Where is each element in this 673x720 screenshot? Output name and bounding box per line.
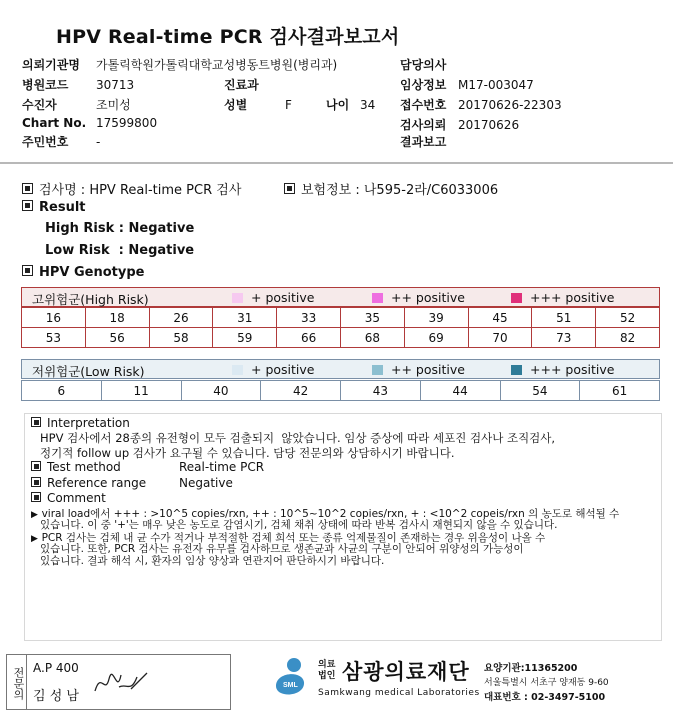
result-low-risk: Low Risk : Negative <box>45 243 195 258</box>
legend-plus3 <box>511 362 614 377</box>
genotype-heading <box>22 265 144 280</box>
comment-2-line-a: PCR 검사는 검체 내 균 수가 적거나 부적절한 검체 희석 또는 종류 억제물질이 존재하는 경우 위음성이 나올 수 <box>41 532 546 544</box>
high-risk-legend-band <box>21 287 660 307</box>
genotype-cell: 45 <box>468 308 532 328</box>
patient-value: 조미성 <box>96 98 131 112</box>
resident-no-row <box>22 133 100 150</box>
genotype-cell: 39 <box>404 308 468 328</box>
report-label: 결과보고 <box>400 135 447 149</box>
comment-label: Comment <box>47 491 106 505</box>
doctor-label: 담당의사 <box>400 58 447 72</box>
comment-1-line-a: viral load에서 +++ : >10^5 copies/rxn, ++ : 10^5~10^2 copies/rxn, + : <10^2 copeis/rxn 의 농도로 해석될 수 <box>41 508 620 520</box>
legend-swatch <box>232 293 243 303</box>
hospital-code-row <box>22 76 134 93</box>
genotype-cell: 43 <box>341 381 421 401</box>
signature-icon <box>91 665 151 701</box>
resident-no-label: 주민번호 <box>22 135 69 149</box>
legend-swatch <box>511 293 522 303</box>
genotype-cell: 42 <box>261 381 341 401</box>
genotype-cell: 51 <box>532 308 596 328</box>
legend-plus3-text: +++ positive <box>530 362 615 377</box>
genotype-cell: 31 <box>213 308 277 328</box>
sml-logo-icon <box>272 656 308 698</box>
hospital-code-label: 병원코드 <box>22 78 69 92</box>
clinical-info-label: 임상정보 <box>400 78 447 92</box>
sex-row <box>224 96 292 113</box>
care-institution-no: 요양기관:11365200 <box>484 663 578 674</box>
reference-range-row <box>31 477 233 490</box>
bullet-square-icon <box>31 477 41 487</box>
comment-heading <box>31 492 106 505</box>
age-row <box>326 96 375 113</box>
signature-box <box>6 654 231 710</box>
genotype-cell: 52 <box>596 308 660 328</box>
comment-2-line-b: 있습니다. 또한, PCR 검사는 유전자 유무를 검사하므로 생존균과 사균의 구분이 안되어 위양성의 가능성이 <box>40 543 524 555</box>
age-value: 34 <box>360 98 376 112</box>
patient-label: 수진자 <box>22 98 57 112</box>
org-phone: 대표번호 : 02-3497-5100 <box>484 692 606 703</box>
genotype-row <box>22 308 660 328</box>
genotype-cell: 54 <box>500 381 580 401</box>
low-risk-label: 저위험군(Low Risk) <box>32 364 145 379</box>
sex-value: F <box>285 98 292 112</box>
interpretation-heading-text: Interpretation <box>47 416 130 430</box>
org-name: 삼광의료재단 <box>342 660 470 684</box>
interpretation-line1: HPV 검사에서 28종의 유전형이 모두 검출되지 않았습니다. 임상 증상에 따라 세포진 검사나 조직검사, <box>40 431 556 445</box>
legend-plus2-text: ++ positive <box>391 290 465 305</box>
requesting-org-value: 가톨릭학원가톨릭대학교성병동트병원(병리과) <box>96 58 338 72</box>
department-label: 진료과 <box>224 78 259 92</box>
comment-1-line-b: 있습니다. 이 중 '+'는 매우 낮은 농도로 감염시기, 검체 채취 상태에 따라 반복 검사시 재현되지 않을 수 있습니다. <box>40 519 558 531</box>
genotype-cell: 82 <box>596 328 660 348</box>
request-date-value: 20170626 <box>458 118 520 132</box>
bullet-square-icon <box>22 200 33 211</box>
genotype-cell: 6 <box>22 381 102 401</box>
genotype-cell: 73 <box>532 328 596 348</box>
legend-plus2 <box>372 290 465 305</box>
age-label: 나이 <box>326 98 350 112</box>
genotype-cell: 56 <box>85 328 149 348</box>
bullet-square-icon <box>31 461 41 471</box>
triangle-bullet-icon: ▶ <box>31 534 38 544</box>
bullet-square-icon <box>22 265 33 276</box>
result-heading <box>22 200 86 215</box>
genotype-cell: 70 <box>468 328 532 348</box>
genotype-cell: 66 <box>277 328 341 348</box>
report-row <box>400 133 446 150</box>
receipt-no-value: 20170626-22303 <box>458 98 562 112</box>
legend-swatch <box>232 365 243 375</box>
org-prefix-2: 법인 <box>318 671 336 681</box>
test-name <box>22 179 241 198</box>
genotype-cell: 59 <box>213 328 277 348</box>
requesting-org-row <box>22 56 337 73</box>
doctor-row <box>400 56 446 73</box>
genotype-cell: 18 <box>85 308 149 328</box>
legend-plus <box>232 362 314 377</box>
license-number: A.P 400 <box>33 661 79 675</box>
low-risk-genotype-table <box>21 380 660 401</box>
genotype-cell: 26 <box>149 308 213 328</box>
genotype-cell: 35 <box>340 308 404 328</box>
hospital-code-value: 30713 <box>96 78 135 92</box>
genotype-row <box>22 381 660 401</box>
high-risk-genotype-table <box>21 307 660 348</box>
chart-no-row <box>22 116 157 130</box>
genotype-cell: 69 <box>404 328 468 348</box>
header-divider <box>0 162 673 164</box>
department-row <box>224 76 259 93</box>
logo-text: SML <box>283 682 298 689</box>
genotype-cell: 53 <box>22 328 86 348</box>
genotype-cell: 16 <box>22 308 86 328</box>
genotype-cell: 11 <box>101 381 181 401</box>
comment-2-line-c: 있습니다. 결과 해석 시, 환자의 임상 양상과 연관지어 판단하시기 바랍니다. <box>40 555 385 567</box>
reference-range-value: Negative <box>179 476 233 490</box>
legend-plus2-text: ++ positive <box>391 362 465 377</box>
genotype-cell: 68 <box>340 328 404 348</box>
interpretation-heading <box>31 417 130 430</box>
patient-row <box>22 96 131 113</box>
triangle-bullet-icon: ▶ <box>31 510 38 520</box>
legend-plus-text: + positive <box>251 290 315 305</box>
org-address: 서울특별시 서초구 양재동 9-60 <box>484 678 609 688</box>
report-title: HPV Real-time PCR 검사결과보고서 <box>56 26 400 48</box>
resident-no-value: - <box>96 135 101 149</box>
insurance-info <box>284 179 498 198</box>
legend-plus3-text: +++ positive <box>530 290 615 305</box>
legend-swatch <box>511 365 522 375</box>
doctor-name: 김 성 남 <box>33 689 79 704</box>
receipt-no-row <box>400 96 562 113</box>
chart-no-label: Chart No. <box>22 116 87 130</box>
receipt-no-label: 접수번호 <box>400 98 447 112</box>
bullet-square-icon <box>22 183 33 194</box>
genotype-cell: 61 <box>580 381 660 401</box>
genotype-cell: 44 <box>420 381 500 401</box>
test-method-label: Test method <box>47 460 121 474</box>
test-name-text: 검사명 : HPV Real-time PCR 검사 <box>39 183 242 198</box>
request-date-row <box>400 116 519 133</box>
org-english-name: Samkwang medical Laboratories <box>318 688 480 698</box>
test-method-value: Real-time PCR <box>179 460 265 474</box>
bullet-square-icon <box>284 183 295 194</box>
low-risk-legend-band <box>21 359 660 379</box>
legend-swatch <box>372 293 383 303</box>
chart-no-value: 17599800 <box>96 116 158 130</box>
bullet-square-icon <box>31 492 41 502</box>
result-high-risk: High Risk : Negative <box>45 221 195 236</box>
sex-label: 성별 <box>224 98 248 112</box>
org-prefix-1: 의료 <box>318 660 336 670</box>
requesting-org-label: 의뢰기관명 <box>22 58 80 72</box>
reference-range-label: Reference range <box>47 476 147 490</box>
genotype-cell: 33 <box>277 308 341 328</box>
genotype-row <box>22 328 660 348</box>
legend-plus3 <box>511 290 614 305</box>
genotype-cell: 58 <box>149 328 213 348</box>
test-method-row <box>31 461 264 474</box>
specialist-label: 전문의 <box>7 655 27 709</box>
result-heading-text: Result <box>39 200 86 215</box>
interpretation-line2: 정기적 follow up 검사가 요구될 수 있습니다. 담당 전문의와 상담하시기 바랍니다. <box>40 446 455 460</box>
legend-plus <box>232 290 314 305</box>
legend-swatch <box>372 365 383 375</box>
request-date-label: 검사의뢰 <box>400 118 447 132</box>
genotype-cell: 40 <box>181 381 261 401</box>
legend-plus-text: + positive <box>251 362 315 377</box>
org-prefix <box>318 660 335 682</box>
high-risk-label: 고위험군(High Risk) <box>32 292 149 307</box>
insurance-text: 보험정보 : 나595-2라/C6033006 <box>301 183 499 198</box>
legend-plus2 <box>372 362 465 377</box>
bullet-square-icon <box>31 417 41 427</box>
genotype-heading-text: HPV Genotype <box>39 265 145 280</box>
clinical-info-row <box>400 76 534 93</box>
clinical-info-value: M17-003047 <box>458 78 534 92</box>
